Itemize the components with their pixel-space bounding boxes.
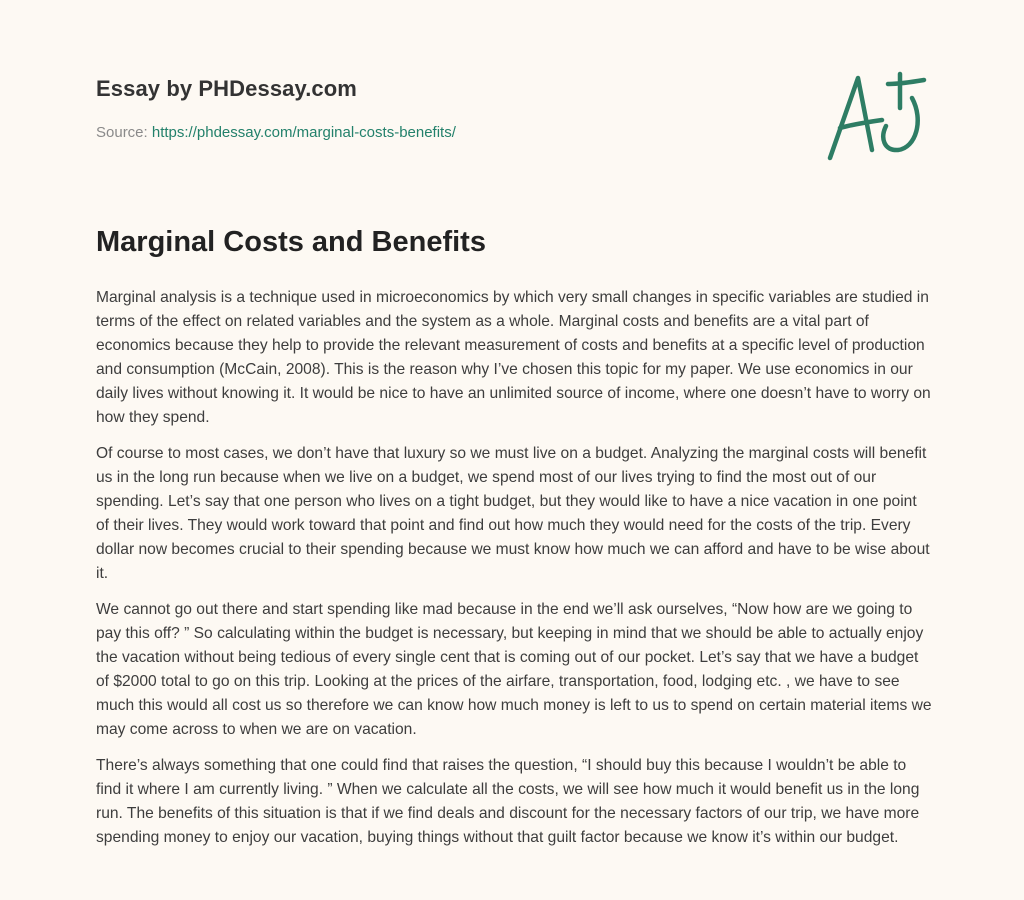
essay-paragraph: Of course to most cases, we don’t have that luxury so we must live on a budget. Analyzing the marginal costs will benefit us in the long run because when we live on a budget, we spend most of our lives trying to find the most out of our spending. Let’s say that one person who lives on a tight budget, but they would like to have a nice vacation in one point of their lives. They would work toward that point and find out how much they would need for the costs of the trip. Every dollar now becomes crucial to their spending because we must know how much we can afford and have to be wise about it. xyxy=(96,445,930,582)
essay-paragraph: Marginal analysis is a technique used in microeconomics by which very small changes in specific variables are studied in terms of the effect on related variables and the system as a whole. Marginal costs and benefits are a vital part of economics because they help to provide the relevant measurement of costs and benefits at a specific level of production and consumption (McCain, 2008). This is the reason why I’ve chosen this topic for my paper. We use economics in our daily lives without knowing it. It would be nice to have an unlimited source of income, where one doesn’t have to worry on how they spend. xyxy=(96,289,931,426)
source-link[interactable]: https://phdessay.com/marginal-costs-benefits/ xyxy=(151,124,456,141)
essay-body xyxy=(96,286,932,862)
essay-paragraph: There’s always something that one could find that raises the question, “I should buy this because I wouldn’t be able to find it where I am currently living. ” When we calculate all the costs, we will see how much it would benefit us in the long run. The benefits of this situation is that if we find deals and discount for the necessary factors of our trip, we have more spending money to enjoy our vacation, buying things without that guilt factor because we know it’s within our budget. xyxy=(96,757,920,846)
essay-paragraph: We cannot go out there and start spending like mad because in the end we’ll ask ourselves, “Now how are we going to pay this off? ” So calculating within the budget is necessary, but keeping in mind that we should be able to actually enjoy the vacation without being tedious of every single cent that is coming out of our pocket. Let’s say that we have a budget of $2000 total to go on this trip. Looking at the prices of the airfare, transportation, food, lodging etc. , we have to see much this would all cost us so therefore we can know how much money is left to us to spend on certain material items we may come across to when we are on vacation. xyxy=(96,601,932,738)
a-plus-logo-icon xyxy=(824,68,928,164)
site-title: Essay by PHDessay.com xyxy=(96,76,357,101)
source-label: Source: xyxy=(96,124,148,141)
source-line xyxy=(96,124,456,141)
essay-title: Marginal Costs and Benefits xyxy=(96,226,486,258)
